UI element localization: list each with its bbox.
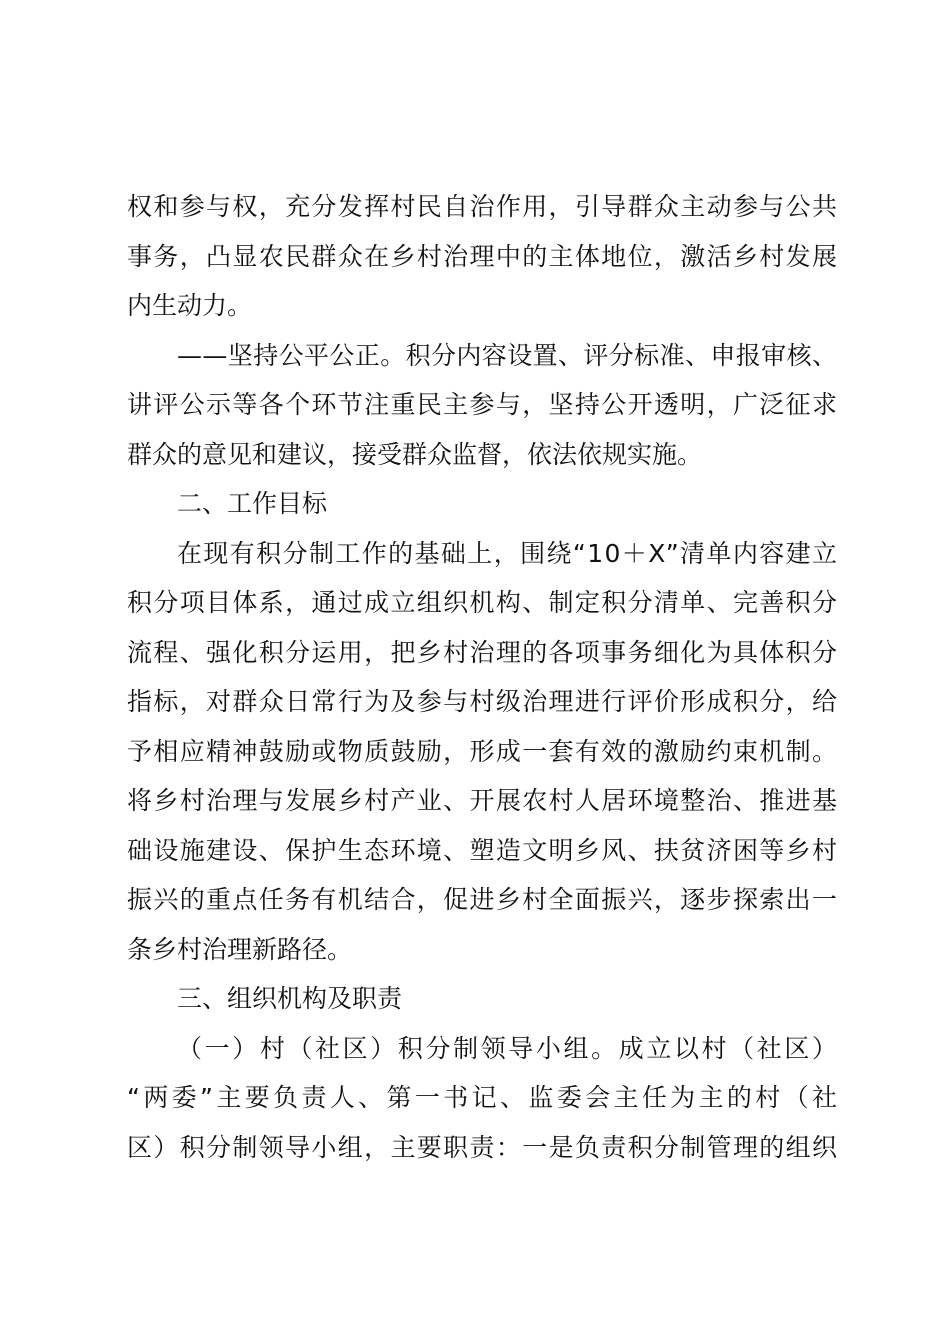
- paragraph-line: [127, 331, 837, 381]
- line-text: 条乡村治理新路径。: [127, 934, 353, 964]
- paragraph-line: [127, 925, 837, 975]
- paragraph-line: [127, 1024, 840, 1074]
- paragraph-line: [127, 628, 837, 678]
- line-text: ——坚持公平公正。积分内容设置、评分标准、申报审核、: [177, 340, 838, 370]
- paragraph-line: [127, 578, 837, 628]
- section-heading: [127, 974, 837, 1024]
- line-text: 内生动力。: [127, 291, 253, 320]
- line-text: 础设施建设、保护生态环境、塑造文明乡风、扶贫济困等乡村: [127, 835, 839, 865]
- paragraph-line: [127, 1073, 841, 1123]
- paragraph-line: [127, 281, 837, 331]
- line-text: 振兴的重点任务有机结合，促进乡村全面振兴，逐步探索出一: [127, 885, 839, 914]
- paragraph-line: [127, 727, 837, 777]
- paragraph-line: [127, 232, 837, 282]
- line-text: 将乡村治理与发展乡村产业、开展农村人居环境整治、推进基: [127, 786, 839, 815]
- line-text: 事务，凸显农民群众在乡村治理中的主体地位，激活乡村发展: [127, 241, 839, 271]
- line-text: 权和参与权，充分发挥村民自治作用，引导群众主动参与公共: [127, 192, 839, 221]
- line-text: 讲评公示等各个环节注重民主参与，坚持公开透明，广泛征求: [127, 390, 839, 419]
- paragraph-line: [127, 430, 837, 480]
- line-text: 群众的意见和建议，接受群众监督，依法依规实施。: [127, 439, 703, 469]
- line-text: 予相应精神鼓励或物质鼓励，形成一套有效的激励约束机制。: [127, 736, 839, 766]
- paragraph-line: [127, 677, 837, 727]
- paragraph-line: [127, 1123, 837, 1173]
- line-text: 在现有积分制工作的基础上，围绕“10＋X”清单内容建立: [177, 538, 839, 568]
- line-text: 流程、强化积分运用，把乡村治理的各项事务细化为具体积分: [127, 637, 839, 667]
- paragraph-line: [127, 826, 837, 876]
- paragraph-line: [127, 529, 837, 579]
- paragraph-line: [127, 875, 837, 925]
- line-text: “两委”主要负责人、第一书记、监委会主任为主的村（社: [127, 1083, 841, 1112]
- paragraph-line: [127, 182, 837, 232]
- paragraph-line: [127, 776, 837, 826]
- line-text: 区）积分制领导小组，主要职责：一是负责积分制管理的组织: [127, 1132, 839, 1162]
- heading-text: 三、组织机构及职责: [177, 984, 403, 1013]
- line-text: 指标，对群众日常行为及参与村级治理进行评价形成积分，给: [127, 687, 839, 716]
- paragraph-line: [127, 380, 837, 430]
- section-heading: [127, 479, 837, 529]
- document-body: [127, 182, 841, 1172]
- line-text: 积分项目体系，通过成立组织机构、制定积分清单、完善积分: [127, 588, 839, 617]
- heading-text: 二、工作目标: [177, 489, 328, 518]
- line-text: （一）村（社区）积分制领导小组。成立以村（社区）: [177, 1033, 840, 1063]
